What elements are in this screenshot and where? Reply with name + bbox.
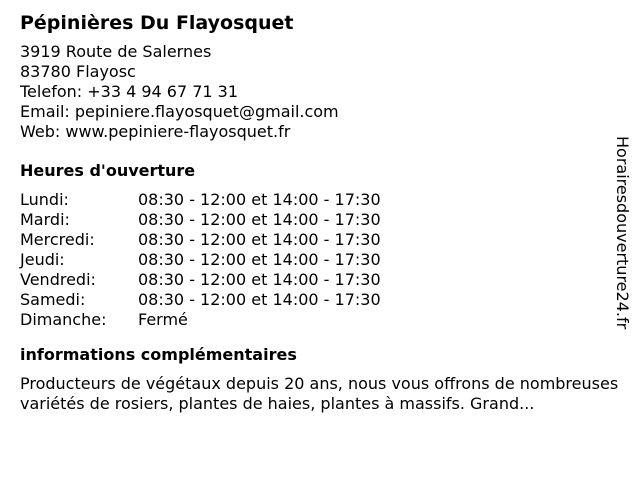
day-label: Dimanche: bbox=[20, 310, 107, 329]
phone-number[interactable]: Telefon: +33 4 94 67 71 31 bbox=[20, 82, 239, 101]
day-label: Lundi: bbox=[20, 190, 69, 209]
hours-heading: Heures d'ouverture bbox=[20, 161, 196, 180]
day-label: Vendredi: bbox=[20, 270, 96, 289]
hours-row-thursday bbox=[20, 250, 620, 270]
city-address: 83780 Flayosc bbox=[20, 62, 136, 81]
website-link[interactable]: Web: www.pepiniere-flayosquet.fr bbox=[20, 122, 291, 141]
time-value: 08:30 - 12:00 et 14:00 - 17:30 bbox=[138, 210, 381, 229]
time-value: Fermé bbox=[138, 310, 188, 329]
contact-block bbox=[20, 42, 620, 142]
hours-row-sunday bbox=[20, 310, 620, 330]
day-label: Mardi: bbox=[20, 210, 70, 229]
time-value: 08:30 - 12:00 et 14:00 - 17:30 bbox=[138, 270, 381, 289]
day-label: Jeudi: bbox=[20, 250, 65, 269]
business-card bbox=[20, 8, 620, 414]
hours-table bbox=[20, 190, 620, 330]
business-name: Pépinières Du Flayosquet bbox=[20, 12, 294, 34]
time-value: 08:30 - 12:00 et 14:00 - 17:30 bbox=[138, 250, 381, 269]
time-value: 08:30 - 12:00 et 14:00 - 17:30 bbox=[138, 190, 381, 209]
info-heading: informations complémentaires bbox=[20, 345, 297, 364]
hours-row-tuesday bbox=[20, 210, 620, 230]
hours-row-wednesday bbox=[20, 230, 620, 250]
hours-row-friday bbox=[20, 270, 620, 290]
hours-row-saturday bbox=[20, 290, 620, 310]
watermark-text: Horairesdouverture24.fr bbox=[613, 136, 632, 330]
time-value: 08:30 - 12:00 et 14:00 - 17:30 bbox=[138, 290, 381, 309]
hours-row-monday bbox=[20, 190, 620, 210]
time-value: 08:30 - 12:00 et 14:00 - 17:30 bbox=[138, 230, 381, 249]
street-address: 3919 Route de Salernes bbox=[20, 42, 212, 61]
day-label: Mercredi: bbox=[20, 230, 95, 249]
info-description: Producteurs de végétaux depuis 20 ans, nous vous offrons de nombreuses variétés de rosiers, plantes de haies, plantes à massifs. Grand... bbox=[20, 374, 619, 413]
email-address[interactable]: Email: pepiniere.flayosquet@gmail.com bbox=[20, 102, 339, 121]
day-label: Samedi: bbox=[20, 290, 86, 309]
